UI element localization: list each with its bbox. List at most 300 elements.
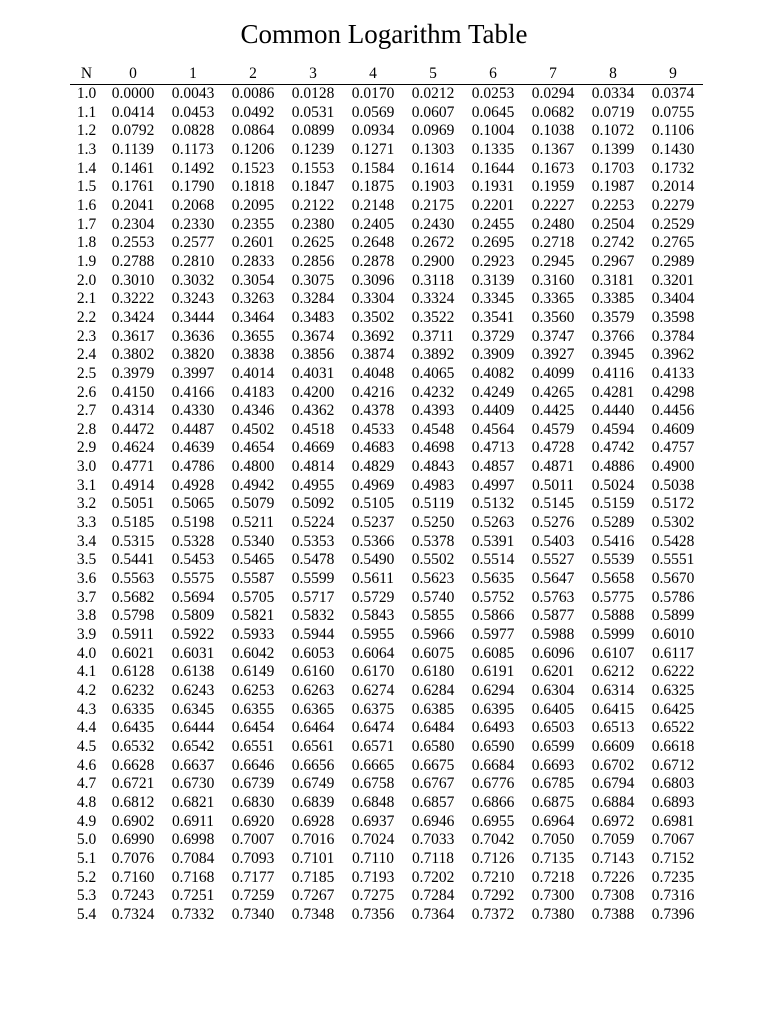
log-value-cell: 0.6232 xyxy=(111,682,155,699)
log-value-cell: 0.6830 xyxy=(231,793,275,811)
log-value-cell: 0.6243 xyxy=(171,682,215,699)
table-row xyxy=(70,607,703,626)
log-value-cell: 0.0492 xyxy=(231,103,275,121)
log-value-cell: 0.4814 xyxy=(291,458,335,476)
log-value-cell: 0.0792 xyxy=(111,122,155,140)
log-value-cell: 0.7396 xyxy=(651,905,695,923)
log-value-cell: 0.1492 xyxy=(171,159,215,177)
log-value-cell: 0.3729 xyxy=(471,327,515,345)
log-value-cell: 0.0294 xyxy=(531,85,575,102)
row-label-n: 4.5 xyxy=(76,737,97,755)
log-value-cell: 0.4099 xyxy=(531,364,575,382)
log-value-cell: 0.3784 xyxy=(651,327,695,345)
log-value-cell: 0.7024 xyxy=(351,831,395,849)
log-value-cell: 0.1847 xyxy=(291,178,335,196)
log-value-cell: 0.1239 xyxy=(291,140,335,158)
log-value-cell: 0.2788 xyxy=(111,252,155,270)
log-value-cell: 0.6031 xyxy=(171,644,215,662)
log-value-cell: 0.3856 xyxy=(291,346,335,364)
row-label-n: 4.3 xyxy=(76,700,97,718)
log-value-cell: 0.5944 xyxy=(291,626,335,644)
log-value-cell: 0.6395 xyxy=(471,700,515,718)
log-value-cell: 0.5729 xyxy=(351,588,395,606)
log-value-cell: 0.6875 xyxy=(531,793,575,811)
log-value-cell: 0.5832 xyxy=(291,607,335,625)
log-value-cell: 0.7185 xyxy=(291,868,335,886)
log-value-cell: 0.1732 xyxy=(651,159,695,177)
row-label-n: 2.0 xyxy=(76,271,97,289)
row-label-n: 3.8 xyxy=(76,607,97,625)
log-value-cell: 0.6212 xyxy=(591,663,635,681)
log-value-cell: 0.1553 xyxy=(291,159,335,177)
log-value-cell: 0.1461 xyxy=(111,159,155,177)
log-value-cell: 0.6702 xyxy=(591,756,635,774)
log-value-cell: 0.5428 xyxy=(651,532,695,550)
table-header xyxy=(70,64,703,85)
log-value-cell: 0.6117 xyxy=(651,644,695,662)
log-value-cell: 0.2648 xyxy=(351,234,395,252)
log-value-cell: 0.4533 xyxy=(351,420,395,438)
log-value-cell: 0.5263 xyxy=(471,514,515,532)
log-value-cell: 0.4502 xyxy=(231,420,275,438)
table-row xyxy=(70,85,703,104)
log-value-cell: 0.5977 xyxy=(471,626,515,644)
column-header-6: 6 xyxy=(463,64,523,85)
log-value-cell: 0.5682 xyxy=(111,588,155,606)
log-value-cell: 0.0000 xyxy=(111,85,155,102)
log-value-cell: 0.7388 xyxy=(591,905,635,923)
log-value-cell: 0.2430 xyxy=(411,215,455,233)
log-value-cell: 0.4425 xyxy=(531,402,575,420)
log-value-cell: 0.1703 xyxy=(591,159,635,177)
log-value-cell: 0.6637 xyxy=(171,756,215,774)
log-value-cell: 0.6314 xyxy=(591,682,635,699)
log-value-cell: 0.7210 xyxy=(471,868,515,886)
log-value-cell: 0.3711 xyxy=(411,327,455,345)
table-row xyxy=(70,272,703,291)
table-row xyxy=(70,645,703,664)
logarithm-table xyxy=(70,64,703,925)
log-value-cell: 0.4786 xyxy=(171,458,215,476)
log-value-cell: 0.3118 xyxy=(411,271,455,289)
log-value-cell: 0.3385 xyxy=(591,290,635,308)
log-value-cell: 0.6425 xyxy=(651,700,695,718)
log-value-cell: 0.4082 xyxy=(471,364,515,382)
log-value-cell: 0.6758 xyxy=(351,775,395,793)
log-value-cell: 0.0334 xyxy=(591,85,635,102)
header-row xyxy=(70,64,703,85)
row-label-n: 4.7 xyxy=(76,775,97,793)
log-value-cell: 0.4942 xyxy=(231,476,275,494)
log-value-cell: 0.1004 xyxy=(471,122,515,140)
log-value-cell: 0.4728 xyxy=(531,439,575,457)
row-label-n: 1.2 xyxy=(76,122,97,140)
log-value-cell: 0.4594 xyxy=(591,420,635,438)
log-value-cell: 0.7356 xyxy=(351,905,395,923)
row-label-n: 2.5 xyxy=(76,364,97,382)
log-value-cell: 0.7067 xyxy=(651,831,695,849)
log-value-cell: 0.7016 xyxy=(291,831,335,849)
log-value-cell: 0.0607 xyxy=(411,103,455,121)
log-value-cell: 0.6180 xyxy=(411,663,455,681)
log-value-cell: 0.5079 xyxy=(231,495,275,513)
log-value-cell: 0.7226 xyxy=(591,868,635,886)
row-label-n: 3.6 xyxy=(76,570,97,588)
log-value-cell: 0.1584 xyxy=(351,159,395,177)
log-value-cell: 0.6128 xyxy=(111,663,155,681)
log-value-cell: 0.6730 xyxy=(171,775,215,793)
log-value-cell: 0.6484 xyxy=(411,719,455,737)
log-value-cell: 0.0682 xyxy=(531,103,575,121)
log-value-cell: 0.0864 xyxy=(231,122,275,140)
log-value-cell: 0.7160 xyxy=(111,868,155,886)
log-value-cell: 0.6474 xyxy=(351,719,395,737)
log-value-cell: 0.3560 xyxy=(531,308,575,326)
log-value-cell: 0.5391 xyxy=(471,532,515,550)
log-value-cell: 0.4886 xyxy=(591,458,635,476)
log-value-cell: 0.5145 xyxy=(531,495,575,513)
log-value-cell: 0.6191 xyxy=(471,663,515,681)
log-value-cell: 0.6284 xyxy=(411,682,455,699)
log-value-cell: 0.7284 xyxy=(411,887,455,905)
log-value-cell: 0.7084 xyxy=(171,849,215,867)
log-value-cell: 0.6365 xyxy=(291,700,335,718)
log-value-cell: 0.5024 xyxy=(591,476,635,494)
log-value-cell: 0.6812 xyxy=(111,793,155,811)
log-value-cell: 0.4997 xyxy=(471,476,515,494)
log-value-cell: 0.6170 xyxy=(351,663,395,681)
log-value-cell: 0.4249 xyxy=(471,383,515,401)
table-row xyxy=(70,104,703,123)
log-value-cell: 0.7135 xyxy=(531,849,575,867)
log-value-cell: 0.4771 xyxy=(111,458,155,476)
column-header-5: 5 xyxy=(403,64,463,85)
log-value-cell: 0.4757 xyxy=(651,439,695,457)
log-value-cell: 0.3655 xyxy=(231,327,275,345)
log-value-cell: 0.3892 xyxy=(411,346,455,364)
table-row xyxy=(70,439,703,458)
log-value-cell: 0.6749 xyxy=(291,775,335,793)
column-header-2: 2 xyxy=(223,64,283,85)
log-value-cell: 0.5132 xyxy=(471,495,515,513)
log-value-cell: 0.5877 xyxy=(531,607,575,625)
log-value-cell: 0.6253 xyxy=(231,682,275,699)
log-value-cell: 0.4928 xyxy=(171,476,215,494)
log-value-cell: 0.3617 xyxy=(111,327,155,345)
log-value-cell: 0.3674 xyxy=(291,327,335,345)
row-label-n: 1.1 xyxy=(76,103,97,121)
log-value-cell: 0.2355 xyxy=(231,215,275,233)
log-value-cell: 0.6222 xyxy=(651,663,695,681)
log-value-cell: 0.5843 xyxy=(351,607,395,625)
log-value-cell: 0.6684 xyxy=(471,756,515,774)
row-label-n: 1.4 xyxy=(76,159,97,177)
log-value-cell: 0.3345 xyxy=(471,290,515,308)
log-value-cell: 0.4346 xyxy=(231,402,275,420)
log-value-cell: 0.3945 xyxy=(591,346,635,364)
log-value-cell: 0.2833 xyxy=(231,252,275,270)
column-header-8: 8 xyxy=(583,64,643,85)
log-value-cell: 0.3160 xyxy=(531,271,575,289)
log-value-cell: 0.2380 xyxy=(291,215,335,233)
log-value-cell: 0.3874 xyxy=(351,346,395,364)
log-value-cell: 0.6454 xyxy=(231,719,275,737)
table-row xyxy=(70,458,703,477)
page-title: Common Logarithm Table xyxy=(240,19,528,49)
log-value-cell: 0.4487 xyxy=(171,420,215,438)
log-value-cell: 0.5092 xyxy=(291,495,335,513)
log-value-cell: 0.7033 xyxy=(411,831,455,849)
log-value-cell: 0.6542 xyxy=(171,737,215,755)
table-body xyxy=(70,85,703,925)
log-value-cell: 0.5740 xyxy=(411,588,455,606)
table-row xyxy=(70,738,703,757)
log-value-cell: 0.1818 xyxy=(231,178,275,196)
log-value-cell: 0.2330 xyxy=(171,215,215,233)
table-row xyxy=(70,589,703,608)
log-value-cell: 0.5051 xyxy=(111,495,155,513)
row-label-n: 1.6 xyxy=(76,196,97,214)
table-row xyxy=(70,477,703,496)
column-header-0: 0 xyxy=(103,64,163,85)
log-value-cell: 0.4378 xyxy=(351,402,395,420)
log-value-cell: 0.6149 xyxy=(231,663,275,681)
log-value-cell: 0.6385 xyxy=(411,700,455,718)
log-value-cell: 0.4440 xyxy=(591,402,635,420)
row-label-n: 5.3 xyxy=(76,887,97,905)
log-value-cell: 0.5775 xyxy=(591,588,635,606)
row-label-n: 2.4 xyxy=(76,346,97,364)
log-value-cell: 0.1614 xyxy=(411,159,455,177)
log-value-cell: 0.0755 xyxy=(651,103,695,121)
log-value-cell: 0.1959 xyxy=(531,178,575,196)
log-value-cell: 0.4281 xyxy=(591,383,635,401)
log-value-cell: 0.6042 xyxy=(231,644,275,662)
log-value-cell: 0.4393 xyxy=(411,402,455,420)
log-value-cell: 0.3909 xyxy=(471,346,515,364)
log-value-cell: 0.5635 xyxy=(471,570,515,588)
log-value-cell: 0.7340 xyxy=(231,905,275,923)
log-value-cell: 0.6561 xyxy=(291,737,335,755)
log-value-cell: 0.5786 xyxy=(651,588,695,606)
log-value-cell: 0.2765 xyxy=(651,234,695,252)
log-value-cell: 0.5899 xyxy=(651,607,695,625)
log-value-cell: 0.2455 xyxy=(471,215,515,233)
table-row xyxy=(70,570,703,589)
log-value-cell: 0.6415 xyxy=(591,700,635,718)
log-value-cell: 0.2480 xyxy=(531,215,575,233)
log-value-cell: 0.6107 xyxy=(591,644,635,662)
log-value-cell: 0.6201 xyxy=(531,663,575,681)
row-label-n: 1.7 xyxy=(76,215,97,233)
log-value-cell: 0.3222 xyxy=(111,290,155,308)
log-value-cell: 0.6599 xyxy=(531,737,575,755)
log-value-cell: 0.1072 xyxy=(591,122,635,140)
log-value-cell: 0.4265 xyxy=(531,383,575,401)
log-value-cell: 0.5378 xyxy=(411,532,455,550)
log-value-cell: 0.6955 xyxy=(471,812,515,830)
log-value-cell: 0.5159 xyxy=(591,495,635,513)
log-value-cell: 0.5328 xyxy=(171,532,215,550)
log-value-cell: 0.6902 xyxy=(111,812,155,830)
log-value-cell: 0.7308 xyxy=(591,887,635,905)
log-value-cell: 0.7235 xyxy=(651,868,695,886)
log-value-cell: 0.7152 xyxy=(651,849,695,867)
log-value-cell: 0.6628 xyxy=(111,756,155,774)
log-value-cell: 0.4624 xyxy=(111,439,155,457)
log-value-cell: 0.2856 xyxy=(291,252,335,270)
row-label-n: 4.0 xyxy=(76,644,97,662)
log-value-cell: 0.6513 xyxy=(591,719,635,737)
table-row xyxy=(70,533,703,552)
row-label-n: 2.2 xyxy=(76,308,97,326)
log-value-cell: 0.7059 xyxy=(591,831,635,849)
log-value-cell: 0.5717 xyxy=(291,588,335,606)
log-value-cell: 0.4548 xyxy=(411,420,455,438)
log-value-cell: 0.5752 xyxy=(471,588,515,606)
log-value-cell: 0.6794 xyxy=(591,775,635,793)
table-row xyxy=(70,757,703,776)
table-row xyxy=(70,850,703,869)
log-value-cell: 0.3502 xyxy=(351,308,395,326)
log-value-cell: 0.5119 xyxy=(411,495,455,513)
log-value-cell: 0.2601 xyxy=(231,234,275,252)
log-value-cell: 0.6675 xyxy=(411,756,455,774)
table-row xyxy=(70,495,703,514)
log-value-cell: 0.1303 xyxy=(411,140,455,158)
log-value-cell: 0.3692 xyxy=(351,327,395,345)
table-row xyxy=(70,402,703,421)
log-value-cell: 0.3304 xyxy=(351,290,395,308)
log-value-cell: 0.1271 xyxy=(351,140,395,158)
log-value-cell: 0.6435 xyxy=(111,719,155,737)
log-value-cell: 0.6848 xyxy=(351,793,395,811)
row-label-n: 5.2 xyxy=(76,868,97,886)
log-value-cell: 0.6010 xyxy=(651,626,695,644)
log-value-cell: 0.1106 xyxy=(651,122,695,140)
log-value-cell: 0.7218 xyxy=(531,868,575,886)
log-value-cell: 0.5315 xyxy=(111,532,155,550)
log-value-cell: 0.3010 xyxy=(111,271,155,289)
row-label-n: 4.1 xyxy=(76,663,97,681)
log-value-cell: 0.6085 xyxy=(471,644,515,662)
log-value-cell: 0.5855 xyxy=(411,607,455,625)
row-label-n: 3.9 xyxy=(76,626,97,644)
log-value-cell: 0.2175 xyxy=(411,196,455,214)
log-value-cell: 0.3838 xyxy=(231,346,275,364)
log-value-cell: 0.1139 xyxy=(111,140,155,158)
log-value-cell: 0.6893 xyxy=(651,793,695,811)
log-value-cell: 0.4713 xyxy=(471,439,515,457)
log-value-cell: 0.6405 xyxy=(531,700,575,718)
log-value-cell: 0.5911 xyxy=(111,626,155,644)
log-value-cell: 0.4409 xyxy=(471,402,515,420)
row-label-n: 3.4 xyxy=(76,532,97,550)
row-label-n: 3.1 xyxy=(76,476,97,494)
log-value-cell: 0.5658 xyxy=(591,570,635,588)
log-value-cell: 0.6785 xyxy=(531,775,575,793)
log-value-cell: 0.4843 xyxy=(411,458,455,476)
log-value-cell: 0.5611 xyxy=(351,570,395,588)
log-value-cell: 0.6937 xyxy=(351,812,395,830)
log-value-cell: 0.5366 xyxy=(351,532,395,550)
log-value-cell: 0.7380 xyxy=(531,905,575,923)
log-value-cell: 0.5490 xyxy=(351,551,395,569)
log-value-cell: 0.5955 xyxy=(351,626,395,644)
log-value-cell: 0.6375 xyxy=(351,700,395,718)
log-value-cell: 0.2304 xyxy=(111,215,155,233)
log-value-cell: 0.2742 xyxy=(591,234,635,252)
log-value-cell: 0.5185 xyxy=(111,514,155,532)
log-value-cell: 0.7007 xyxy=(231,831,275,849)
log-value-cell: 0.6053 xyxy=(291,644,335,662)
log-value-cell: 0.7292 xyxy=(471,887,515,905)
table-row xyxy=(70,309,703,328)
log-value-cell: 0.4150 xyxy=(111,383,155,401)
log-value-cell: 0.6335 xyxy=(111,700,155,718)
log-value-cell: 0.6884 xyxy=(591,793,635,811)
log-value-cell: 0.3747 xyxy=(531,327,575,345)
log-value-cell: 0.5527 xyxy=(531,551,575,569)
table-row xyxy=(70,197,703,216)
log-value-cell: 0.0569 xyxy=(351,103,395,121)
row-label-n: 3.7 xyxy=(76,588,97,606)
log-value-cell: 0.6857 xyxy=(411,793,455,811)
log-value-cell: 0.2878 xyxy=(351,252,395,270)
table-row xyxy=(70,421,703,440)
log-value-cell: 0.4183 xyxy=(231,383,275,401)
log-value-cell: 0.4330 xyxy=(171,402,215,420)
log-value-cell: 0.6665 xyxy=(351,756,395,774)
log-value-cell: 0.6096 xyxy=(531,644,575,662)
log-value-cell: 0.6464 xyxy=(291,719,335,737)
log-value-cell: 0.6160 xyxy=(291,663,335,681)
log-value-cell: 0.6803 xyxy=(651,775,695,793)
log-value-cell: 0.6021 xyxy=(111,644,155,662)
log-value-cell: 0.6294 xyxy=(471,682,515,699)
column-header-9: 9 xyxy=(643,64,703,85)
log-value-cell: 0.2014 xyxy=(651,178,695,196)
log-value-cell: 0.3820 xyxy=(171,346,215,364)
log-value-cell: 0.5563 xyxy=(111,570,155,588)
log-value-cell: 0.4133 xyxy=(651,364,695,382)
log-value-cell: 0.5551 xyxy=(651,551,695,569)
table-row xyxy=(70,216,703,235)
log-value-cell: 0.3139 xyxy=(471,271,515,289)
log-value-cell: 0.5211 xyxy=(231,514,275,532)
log-value-cell: 0.3181 xyxy=(591,271,635,289)
log-value-cell: 0.5011 xyxy=(531,476,575,494)
table-row xyxy=(70,813,703,832)
table-row xyxy=(70,551,703,570)
log-value-cell: 0.4639 xyxy=(171,439,215,457)
log-value-cell: 0.1430 xyxy=(651,140,695,158)
log-value-cell: 0.7177 xyxy=(231,868,275,886)
log-value-cell: 0.6839 xyxy=(291,793,335,811)
log-value-cell: 0.5647 xyxy=(531,570,575,588)
log-value-cell: 0.2625 xyxy=(291,234,335,252)
log-value-cell: 0.2945 xyxy=(531,252,575,270)
log-value-cell: 0.0969 xyxy=(411,122,455,140)
log-value-cell: 0.7259 xyxy=(231,887,275,905)
table-row xyxy=(70,365,703,384)
log-value-cell: 0.1644 xyxy=(471,159,515,177)
row-label-n: 1.8 xyxy=(76,234,97,252)
log-value-cell: 0.2577 xyxy=(171,234,215,252)
log-value-cell: 0.0453 xyxy=(171,103,215,121)
log-value-cell: 0.5999 xyxy=(591,626,635,644)
log-value-cell: 0.7316 xyxy=(651,887,695,905)
